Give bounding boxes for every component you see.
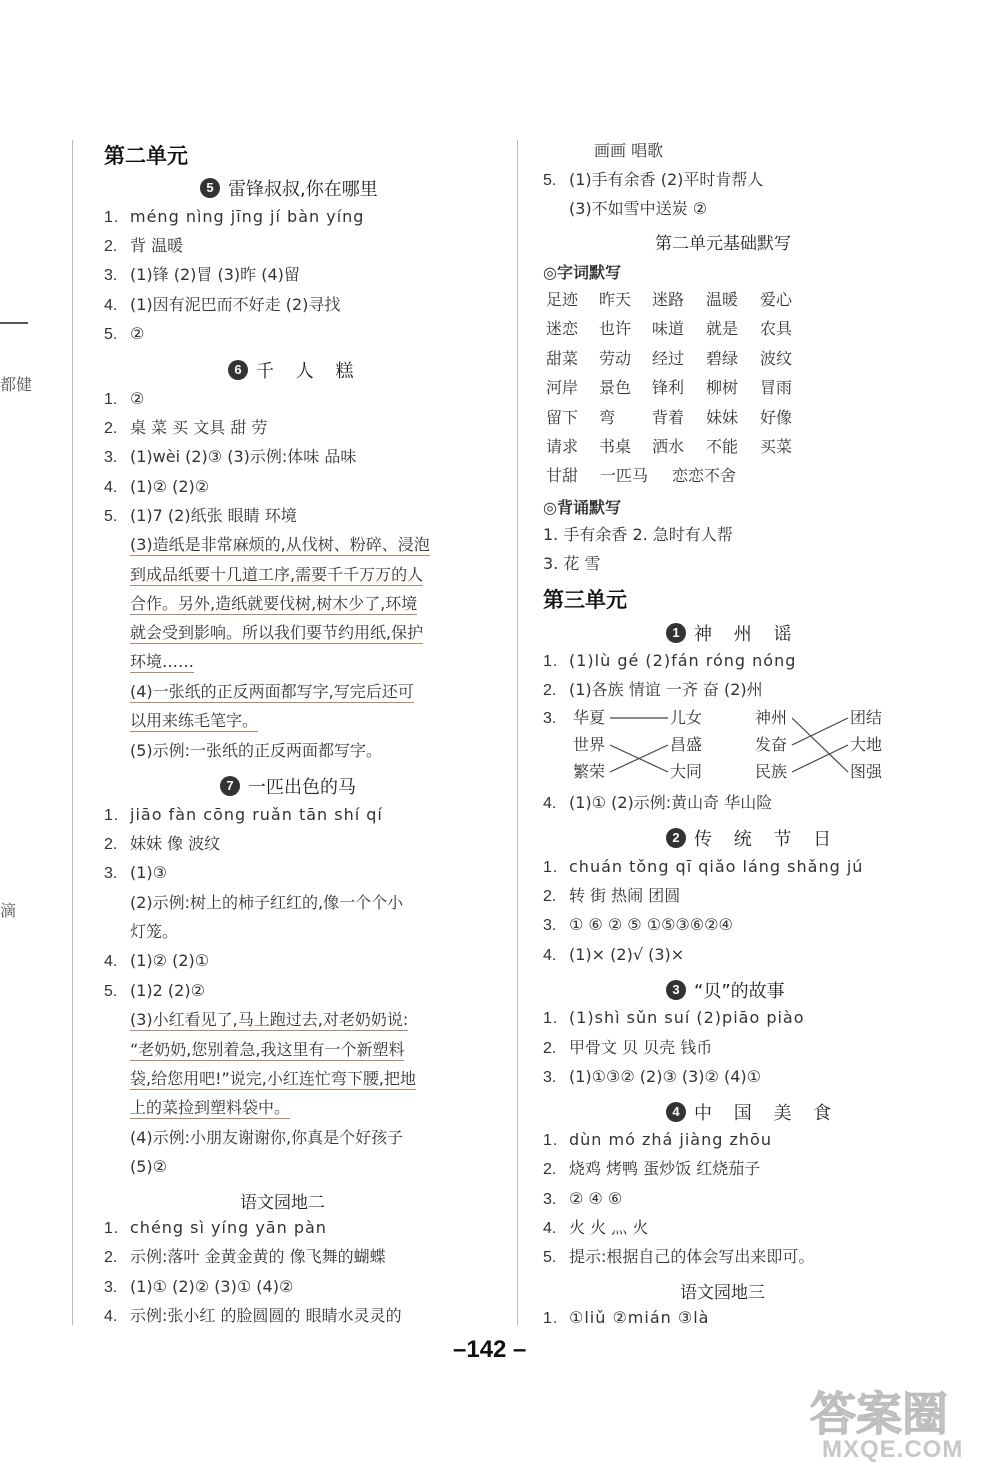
answer-row: 1. chuán tǒng qī qiǎo láng shǎng jú	[543, 857, 864, 876]
lesson-5-heading	[200, 175, 378, 201]
dictation-word: 经过	[652, 348, 685, 368]
answer-row: 4. (1)① (2)示例:黄山奇 华山险	[543, 793, 773, 812]
dictation-word: 恋恋不舍	[672, 466, 737, 486]
answer-row: 3. ② ④ ⑥	[543, 1189, 623, 1208]
answer-row: 2. 甲骨文 贝 贝壳 钱币	[543, 1038, 713, 1057]
lesson-number-badge: 3	[666, 980, 686, 1000]
answer-row: 1. dùn mó zhá jiàng zhōu	[543, 1130, 772, 1149]
unit-two-title: 第二单元	[104, 144, 188, 168]
answer-row: 5. ②	[104, 324, 145, 343]
dictation-word: 甘甜	[546, 466, 579, 486]
match-line	[792, 718, 848, 772]
lesson-number-badge: 1	[666, 623, 686, 643]
answer-row: 3. (1)wèi (2)③ (3)示例:体味 品味	[104, 447, 357, 466]
answer-row: 5. 提示:根据自己的体会写出来即可。	[543, 1247, 815, 1266]
answer-row: 1. 手有余香 2. 急时有人帮	[543, 525, 733, 544]
lesson-title: 一匹出色的马	[248, 777, 356, 798]
dictation-word: 请求	[546, 437, 579, 456]
lesson-4-heading	[666, 1099, 839, 1125]
dictation-word: 好像	[760, 407, 793, 427]
match-left-a-3: 繁荣	[573, 762, 606, 781]
lesson-2-heading	[666, 825, 839, 851]
dictation-word: 足迹	[546, 290, 579, 309]
answer-row: 4. 示例:张小红 的脸圆圆的 眼睛水灵灵的	[104, 1306, 402, 1325]
answer-line: (5)②	[130, 1157, 168, 1176]
dictation-word: 也许	[599, 319, 632, 339]
answer-line: 袋,给您用吧!”说完,小红连忙弯下腰,把地	[130, 1069, 416, 1088]
answer-row: 4. 火 火 灬 火	[543, 1218, 649, 1237]
column-divider	[517, 140, 518, 1325]
answer-line: 就会受到影响。所以我们要节约用纸,保护	[130, 623, 424, 642]
answer-row: 2. 烧鸡 烤鸭 蛋炒饭 红烧茄子	[543, 1159, 761, 1178]
match-right-a-1: 神州	[755, 708, 788, 727]
dictation-word: 留下	[546, 407, 579, 427]
dictation-word: 妹妹	[706, 407, 739, 427]
match-line	[792, 718, 848, 745]
lesson-title: 中 国 美 食	[694, 1103, 840, 1124]
unit-three-title: 第三单元	[543, 588, 627, 612]
lesson-title: 神 州 谣	[694, 624, 800, 645]
answer-row: 2. 转 街 热闹 团圆	[543, 886, 681, 905]
match-right-a-3: 民族	[755, 762, 788, 781]
answer-row: 1. ②	[104, 389, 145, 408]
lesson-6-heading	[228, 357, 361, 383]
answer-row: 4. (1)② (2)①	[104, 951, 210, 970]
dictation-word: 买菜	[760, 437, 793, 456]
lesson-title: 千 人 糕	[256, 361, 362, 382]
match-right-b-1: 团结	[850, 708, 883, 727]
dictation-word: 爱心	[760, 290, 793, 309]
question-number: 3.	[543, 710, 557, 727]
dictation-word: 锋利	[652, 378, 685, 398]
answer-row: 1. (1)shì sǔn suí (2)piāo piào	[543, 1008, 805, 1027]
answer-line: 合作。另外,造纸就要伐树,树木少了,环境	[130, 594, 418, 613]
answer-line: 环境……	[130, 652, 195, 671]
answer-row: 3. ① ⑥ ② ⑤ ①⑤③⑥②④	[543, 915, 733, 934]
answer-row: 1. chéng sì yíng yān pàn	[104, 1218, 327, 1237]
answer-line: (4)示例:小朋友谢谢你,你真是个好孩子	[130, 1128, 404, 1147]
answer-line: (4)一张纸的正反两面都写字,写完后还可	[130, 682, 414, 701]
answer-row: 3. (1)锋 (2)冒 (3)昨 (4)留	[104, 265, 300, 284]
answer-row: 3. (1)③	[104, 863, 168, 882]
watermark-logo-text: 答案圈	[810, 1387, 948, 1441]
answer-line: “老奶奶,您别着急,我这里有一个新塑料	[130, 1040, 405, 1059]
dictation-word: 甜菜	[546, 348, 579, 368]
dictation-word: 柳树	[706, 378, 739, 398]
dictation-word: 波纹	[760, 348, 793, 368]
answer-line: 上的菜捡到塑料袋中。	[130, 1098, 291, 1117]
lesson-3-heading	[666, 977, 785, 1003]
answer-row: 4. (1)× (2)√ (3)×	[543, 945, 685, 964]
answer-row: 5. (1)7 (2)纸张 眼睛 环境	[104, 506, 297, 525]
lesson-1-heading	[666, 620, 799, 646]
answer-row: 4. (1)因有泥巴而不好走 (2)寻找	[104, 295, 341, 314]
matching-exercise	[540, 705, 900, 785]
garden-2-heading: 语文园地二	[240, 1193, 325, 1213]
answer-row: 1. méng nìng jīng jí bàn yíng	[104, 207, 365, 226]
match-left-a-1: 华夏	[573, 708, 606, 727]
lesson-title: 雷锋叔叔,你在哪里	[228, 179, 378, 200]
dictation-word: 不能	[706, 437, 739, 456]
answer-row: 2. 背 温暖	[104, 236, 184, 255]
lesson-number-badge: 2	[666, 828, 686, 848]
answer-line: 灯笼。	[130, 922, 179, 941]
answer-row: 1. (1)lù gé (2)fán róng nóng	[543, 651, 797, 670]
answer-row: 1. ①liǔ ②mián ③là	[543, 1308, 710, 1327]
dictation-word: 碧绿	[706, 348, 739, 368]
answer-row: 3. (1)① (2)② (3)① (4)②	[104, 1277, 294, 1296]
edge-fragment-a: 都健	[0, 375, 33, 394]
left-margin-line	[72, 140, 73, 1325]
watermark-url: MXQE.COM	[822, 1436, 964, 1463]
dictation-word: 背着	[652, 407, 685, 427]
dictation-word: 河岸	[546, 378, 579, 398]
answer-line: 到成品纸要十几道工序,需要千千万万的人	[130, 565, 424, 584]
edge-fragment-b: 滴	[0, 901, 17, 920]
match-right-b-3: 图强	[850, 762, 883, 781]
dictation-word: 弯	[599, 407, 616, 427]
answer-row: 2. 示例:落叶 金黄金黄的 像飞舞的蝴蝶	[104, 1247, 386, 1266]
answer-line: 以用来练毛笔字。	[130, 711, 259, 730]
match-line	[792, 745, 848, 772]
dictation-word: 书桌	[599, 437, 632, 456]
answer-row: 2. 妹妹 像 波纹	[104, 834, 221, 853]
edge-rule	[0, 322, 28, 324]
dictation-word: 景色	[599, 378, 632, 398]
dictation-word: 昨天	[599, 290, 632, 309]
dictation-word: 农具	[760, 319, 793, 339]
answer-row: 2. 桌 菜 买 文具 甜 劳	[104, 418, 268, 437]
answer-line: (3)造纸是非常麻烦的,从伐树、粉碎、浸泡	[130, 535, 430, 554]
answer-row: 5. (1)2 (2)②	[104, 981, 205, 1000]
match-right-a-2: 发奋	[755, 735, 788, 754]
lesson-title: “贝”的故事	[694, 981, 785, 1002]
page-number: –142 –	[453, 1336, 527, 1363]
lesson-7-heading	[220, 773, 356, 799]
recite-dictation-subheading: ◎背诵默写	[543, 498, 621, 517]
answer-row: 4. (1)② (2)②	[104, 477, 210, 496]
lesson-number-badge: 6	[228, 360, 248, 380]
answer-line: (5)示例:一张纸的正反两面都写字。	[130, 741, 383, 760]
lesson-number-badge: 4	[666, 1102, 686, 1122]
lesson-number-badge: 5	[200, 178, 220, 198]
lesson-number-badge: 7	[220, 776, 240, 796]
dictation-word: 迷恋	[546, 319, 579, 339]
match-left-b-2: 昌盛	[670, 735, 703, 754]
answer-line: (2)示例:树上的柿子红红的,像一个个小	[130, 893, 404, 912]
dictation-word: 就是	[706, 319, 739, 339]
dictation-word: 温暖	[706, 290, 739, 309]
unit-two-dictation-heading: 第二单元基础默写	[655, 234, 791, 254]
garden-3-heading: 语文园地三	[680, 1283, 765, 1303]
answer-line: (3)不如雪中送炭 ②	[569, 199, 708, 218]
dictation-word: 味道	[652, 319, 685, 339]
match-left-b-3: 大同	[670, 762, 703, 781]
dictation-word: 迷路	[652, 290, 685, 309]
dictation-word: 洒水	[652, 437, 685, 456]
answer-row: 3. 花 雪	[543, 554, 601, 573]
answer-row: 2. (1)各族 情谊 一齐 奋 (2)州	[543, 680, 763, 699]
answer-row: 1. jiāo fàn cōng ruǎn tān shí qí	[104, 805, 383, 824]
lesson-title: 传 统 节 日	[694, 829, 840, 850]
answer-line: 画画 唱歌	[594, 141, 664, 160]
answer-row: 3. (1)①③② (2)③ (3)② (4)①	[543, 1067, 761, 1086]
dictation-word: 一匹马	[600, 466, 649, 486]
answer-row: 5. (1)手有余香 (2)平时肯帮人	[543, 170, 764, 189]
dictation-word: 劳动	[599, 348, 632, 368]
dictation-word: 冒雨	[760, 378, 793, 398]
answer-line: (3)小红看见了,马上跑过去,对老奶奶说:	[130, 1010, 409, 1029]
match-right-b-2: 大地	[850, 735, 883, 754]
match-left-a-2: 世界	[573, 735, 606, 754]
match-left-b-1: 儿女	[670, 708, 703, 727]
word-dictation-subheading: ◎字词默写	[543, 263, 621, 282]
